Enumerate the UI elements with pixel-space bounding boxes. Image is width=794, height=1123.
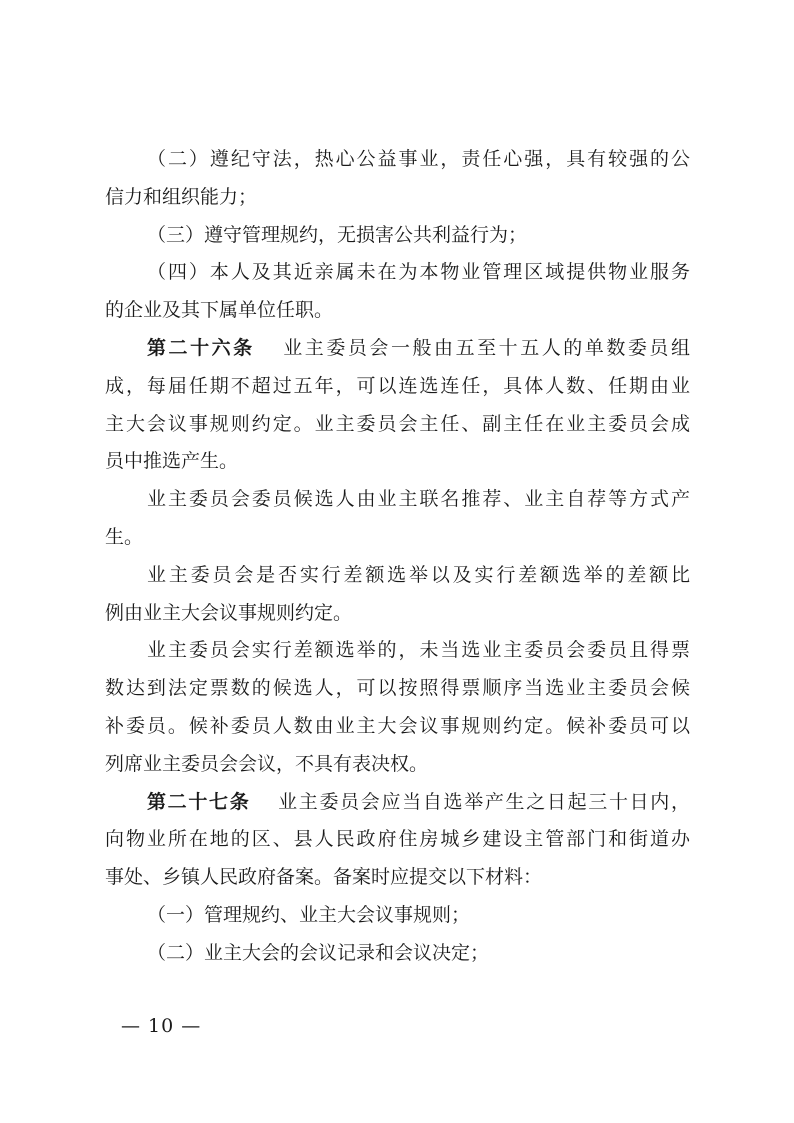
text-line: 员中推选产生。 [105,450,239,473]
text-line: （二）业主大会的会议记录和会议决定； [147,941,490,964]
text-line: 事处、乡镇人民政府备案。备案时应提交以下材料： [105,866,543,889]
document-body [105,141,690,973]
text-line: 补委员。候补委员人数由业主大会议事规则约定。候补委员可以 [105,714,690,737]
article-26-heading: 第二十六条 [147,336,255,359]
text-line: 主大会议事规则约定。业主委员会主任、副主任在业主委员会成 [105,412,690,435]
page-number: — 10 — [121,1015,202,1037]
article-27-first-line [105,784,690,822]
text-line: 列席业主委员会会议，不具有表决权。 [105,752,429,775]
text-line: 信力和组织能力； [105,185,258,208]
text-line: 向物业所在地的区、县人民政府住房城乡建设主管部门和街道办 [105,828,690,851]
text-line: 成，每届任期不超过五年，可以连选连任，具体人数、任期由业 [105,374,690,397]
text-line: 的企业及其下属单位任职。 [105,299,334,322]
text-line: 业主委员会是否实行差额选举以及实行差额选举的差额比 [147,563,690,586]
text-line: 数达到法定票数的候选人，可以按照得票顺序当选业主委员会候 [105,677,690,700]
article-27-heading: 第二十七条 [147,790,251,813]
text-line: （四）本人及其近亲属未在为本物业管理区域提供物业服务 [147,261,690,284]
text-line: 生。 [105,525,144,548]
text-line: 业主委员会委员候选人由业主联名推荐、业主自荐等方式产 [147,488,690,511]
text-line: 例由业主大会议事规则约定。 [105,601,353,624]
text-line: 业主委员会实行差额选举的，未当选业主委员会委员且得票 [147,639,690,662]
text-line: 业主委员会应当自选举产生之日起三十日内， [276,790,690,813]
text-line: （一）管理规约、业主大会议事规则； [147,903,471,926]
article-26-first-line [105,330,690,368]
text-line: （三）遵守管理规约，无损害公共利益行为； [147,223,528,246]
text-line: 业主委员会一般由五至十五人的单数委员组 [280,336,690,359]
text-line: （二）遵纪守法，热心公益事业，责任心强，具有较强的公 [147,148,690,170]
